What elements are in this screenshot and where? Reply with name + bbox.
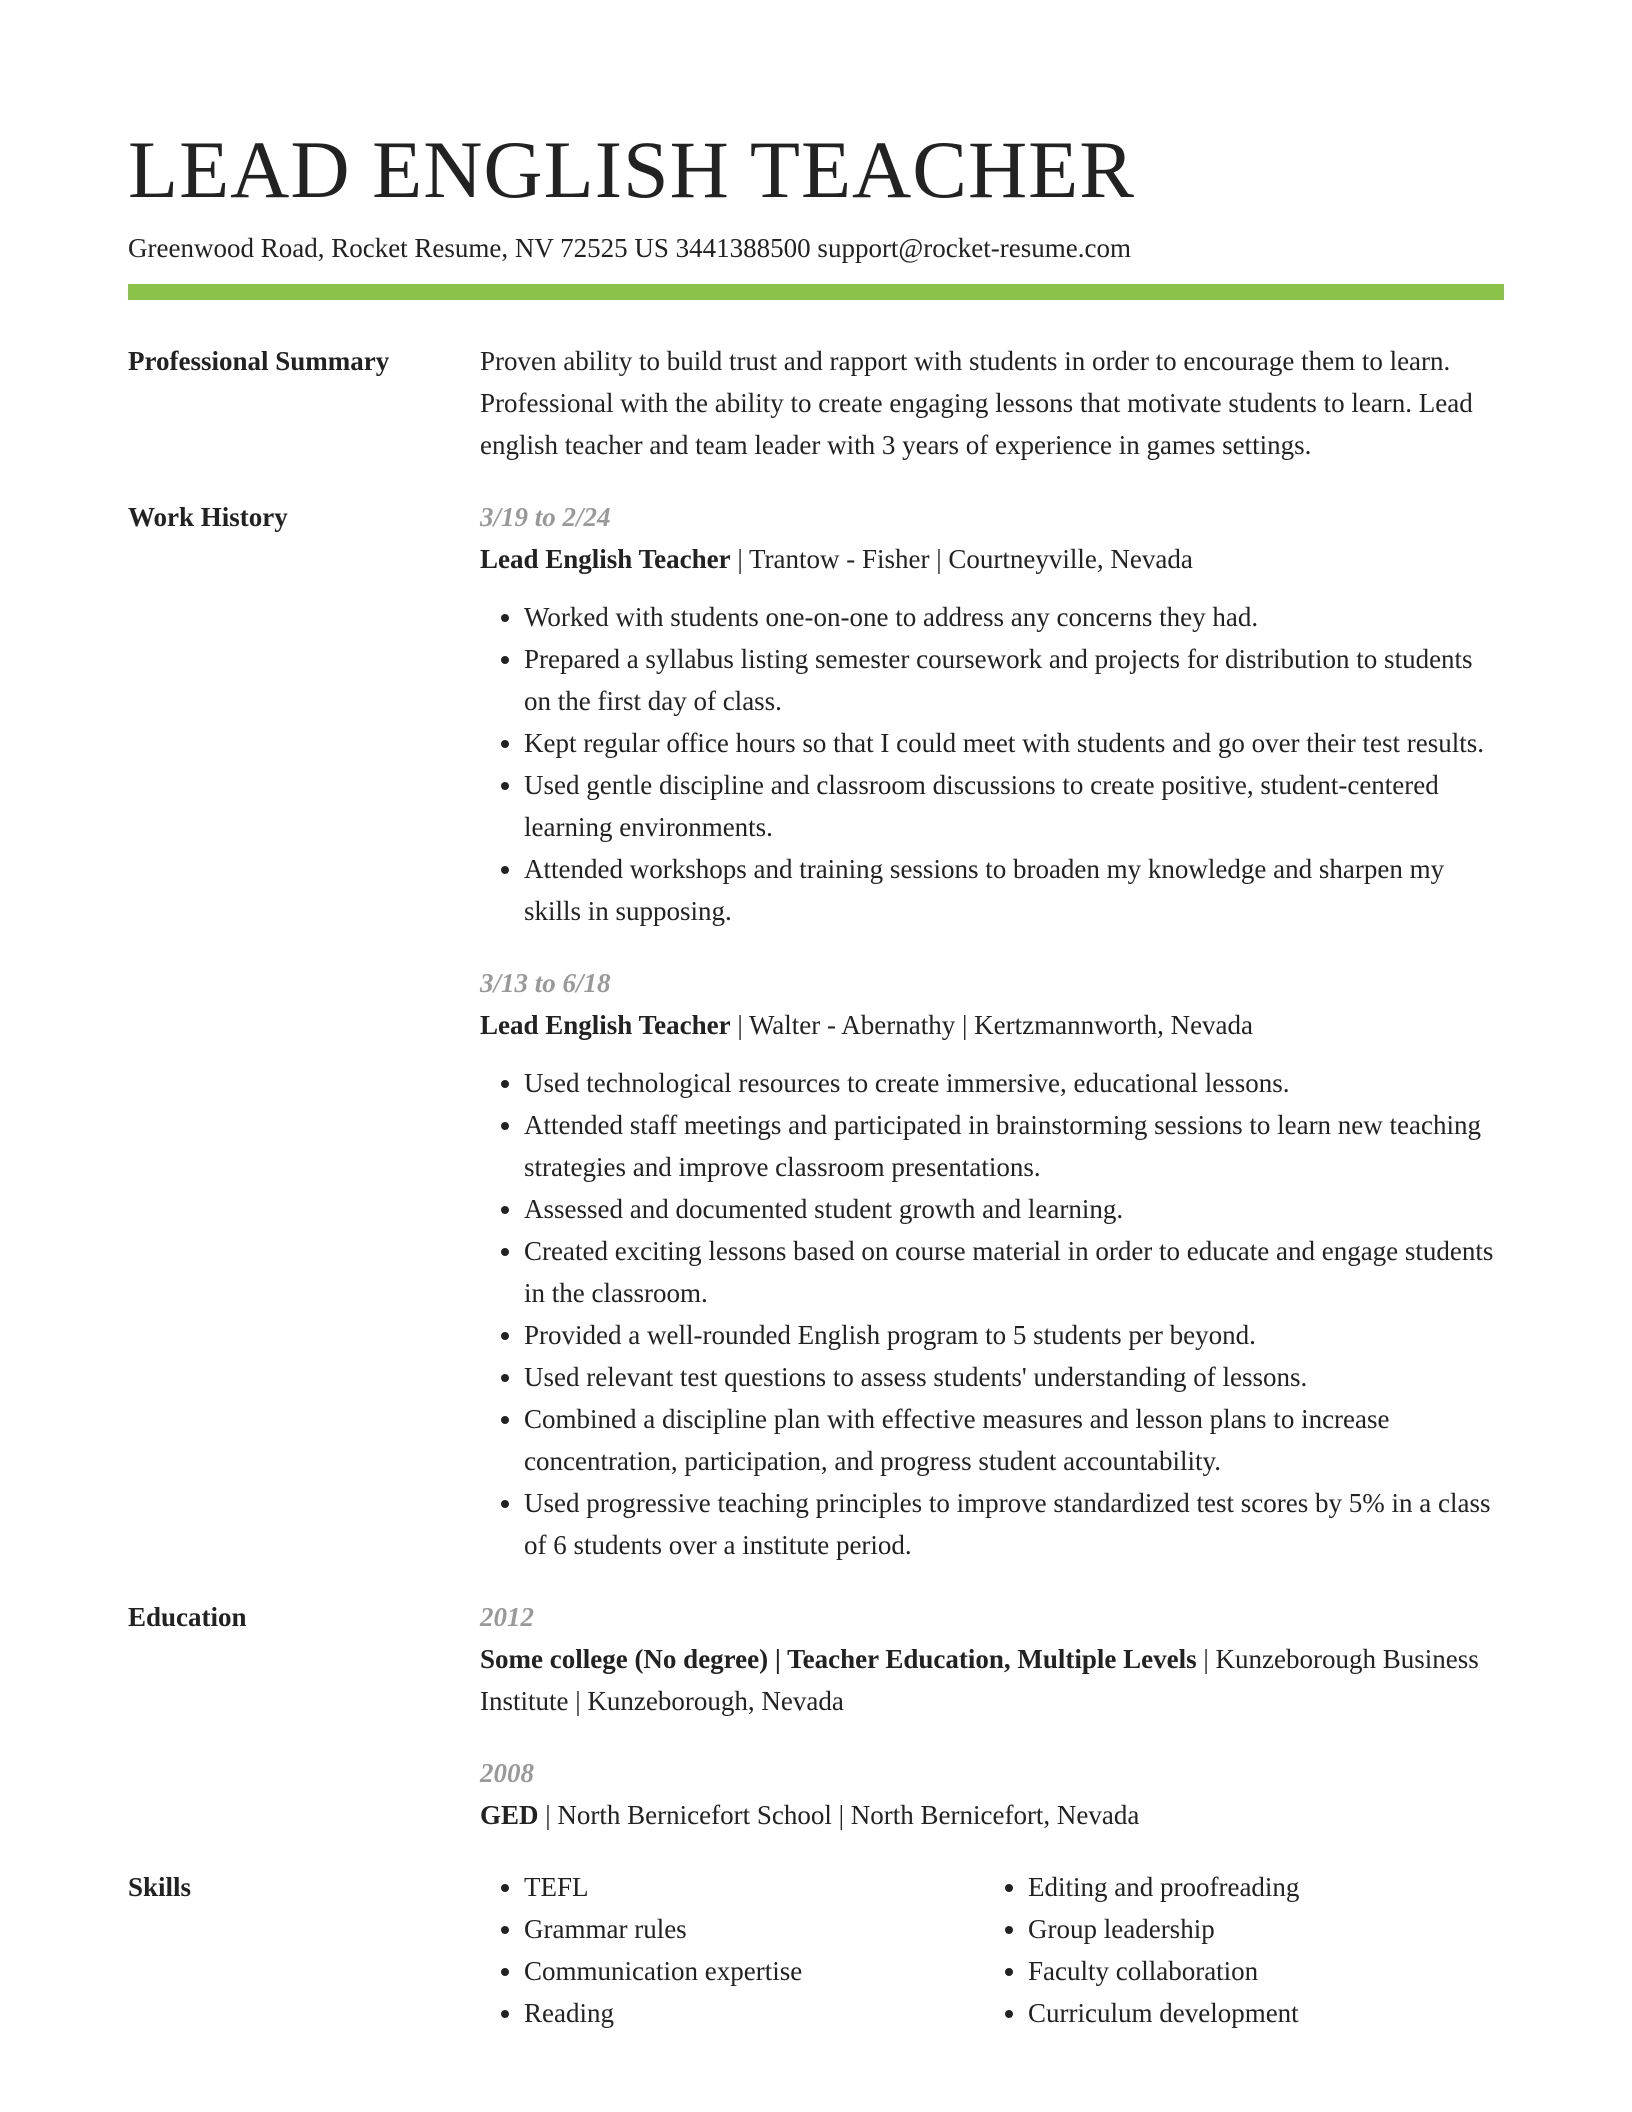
job-dates: 3/13 to 6/18 [480, 968, 611, 998]
job-bullet: • Attended workshops and training sessions to broaden my knowledge and sharpen my skills in supposing. [524, 848, 1504, 932]
resume-page [128, 120, 1504, 2034]
job-bullet: • Provided a well-rounded English program to 5 students per beyond. [524, 1314, 1504, 1356]
education-degree: Some college (No degree) | Teacher Education, Multiple Levels [480, 1644, 1197, 1674]
job-title: Lead English Teacher [480, 544, 731, 574]
job-bullet: • Prepared a syllabus listing semester coursework and projects for distribution to students on the first day of class. [524, 638, 1504, 722]
job-bullet: • Created exciting lessons based on course material in order to educate and engage students in the classroom. [524, 1230, 1504, 1314]
job-bullets [480, 1062, 1504, 1566]
skill-item: • Faculty collaboration [1028, 1950, 1488, 1992]
job-title-line [480, 1004, 1504, 1046]
header-divider [128, 284, 1504, 300]
job-bullet: • Assessed and documented student growth and learning. [524, 1188, 1504, 1230]
job-dates: 3/19 to 2/24 [480, 502, 611, 532]
job-bullet: • Used relevant test questions to assess students' understanding of lessons. [524, 1356, 1504, 1398]
work-history-section [128, 496, 1504, 1566]
job-bullet: • Combined a discipline plan with effective measures and lesson plans to increase concentration, participation, and progress student accountability. [524, 1398, 1504, 1482]
job-entry [480, 962, 1504, 1566]
skill-item: • Reading [524, 1992, 984, 2034]
skill-item: • Editing and proofreading [1028, 1866, 1488, 1908]
skill-item: • Curriculum development [1028, 1992, 1488, 2034]
education-school: | Kunzeborough Business Institute | Kunzeborough, Nevada [480, 1644, 1479, 1716]
education-degree: GED [480, 1800, 539, 1830]
job-bullet: • Used technological resources to create immersive, educational lessons. [524, 1062, 1504, 1104]
education-line [480, 1794, 1504, 1836]
resume-name: LEAD ENGLISH TEACHER [128, 124, 1135, 215]
skill-item: • TEFL [524, 1866, 984, 1908]
skills-columns [480, 1866, 1504, 2034]
job-bullet: • Used gentle discipline and classroom discussions to create positive, student-centered learning environments. [524, 764, 1504, 848]
job-employer: | Trantow - Fisher | Courtneyville, Nevada [730, 544, 1193, 574]
section-label-work-history: Work History [128, 502, 288, 532]
skill-item: • Grammar rules [524, 1908, 984, 1950]
job-entry [480, 496, 1504, 932]
section-label-skills: Skills [128, 1872, 192, 1902]
education-entry [480, 1596, 1504, 1722]
job-title-line [480, 538, 1504, 580]
education-entry [480, 1752, 1504, 1836]
education-section [128, 1596, 1504, 1836]
job-bullets [480, 596, 1504, 932]
contact-info: Greenwood Road, Rocket Resume, NV 72525 US 3441388500 support@rocket-resume.com [128, 233, 1131, 263]
job-bullet: • Used progressive teaching principles to improve standardized test scores by 5% in a class of 6 students over a institute period. [524, 1482, 1504, 1566]
job-employer: | Walter - Abernathy | Kertzmannworth, Nevada [730, 1010, 1254, 1040]
skills-column-2 [984, 1866, 1488, 2034]
section-label-summary: Professional Summary [128, 346, 390, 376]
section-label-education: Education [128, 1602, 247, 1632]
skill-item: • Group leadership [1028, 1908, 1488, 1950]
job-bullet: • Worked with students one-on-one to address any concerns they had. [524, 596, 1504, 638]
job-title: Lead English Teacher [480, 1010, 731, 1040]
skills-column-1 [480, 1866, 984, 2034]
education-line [480, 1638, 1504, 1722]
education-year: 2012 [480, 1602, 534, 1632]
education-year: 2008 [480, 1758, 534, 1788]
summary-section [128, 340, 1504, 466]
skills-section [128, 1866, 1504, 2034]
education-school: | North Bernicefort School | North Bernicefort, Nevada [538, 1800, 1140, 1830]
job-bullet: • Attended staff meetings and participated in brainstorming sessions to learn new teaching strategies and improve classroom presentations. [524, 1104, 1504, 1188]
summary-text: Proven ability to build trust and rapport with students in order to encourage them to learn. Professional with the ability to create engaging lessons that motivate students to learn. Lead english teacher and team leader with 3 years of experience in games settings. [480, 346, 1473, 460]
job-bullet: • Kept regular office hours so that I could meet with students and go over their test results. [524, 722, 1504, 764]
skill-item: • Communication expertise [524, 1950, 984, 1992]
